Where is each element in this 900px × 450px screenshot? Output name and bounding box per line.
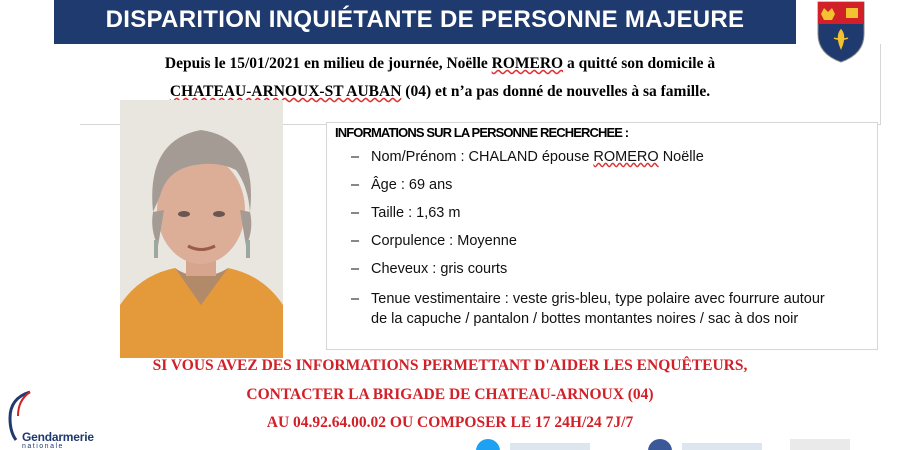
intro-line1-prefix: Depuis le 15/01/2021 en milieu de journée, Noëlle [164, 55, 492, 72]
gendarmerie-logo-subtext: nationale [22, 443, 64, 450]
appeal-text [0, 352, 900, 438]
intro-town: CHATEAU-ARNOUX-ST AUBAN [169, 83, 402, 100]
info-height-text: Taille : 1,63 m [371, 205, 461, 221]
appeal-line2: CONTACTER LA BRIGADE DE CHATEAU-ARNOUX (04) [246, 385, 654, 403]
info-name-prefix: Nom/Prénom : CHALAND épouse [371, 149, 594, 165]
missing-person-photo [120, 100, 283, 358]
info-clothing-line2: de la capuche / pantalon / bottes montantes noires / sac à dos noir [371, 311, 799, 327]
info-item-age: – Âge : 69 ans [351, 177, 453, 193]
intro-line1-suffix: a quitté son domicile à [563, 55, 716, 72]
info-age-text: Âge : 69 ans [371, 177, 453, 193]
info-item-height: – Taille : 1,63 m [351, 205, 461, 221]
info-item-hair: – Cheveux : gris courts [351, 261, 508, 277]
info-panel [326, 122, 878, 350]
info-build-text: Corpulence : Moyenne [371, 233, 517, 249]
info-name-underlined: ROMERO [593, 149, 659, 165]
info-name-suffix: Noëlle [658, 149, 704, 165]
intro-name: ROMERO [491, 55, 564, 72]
info-item-build: – Corpulence : Moyenne [351, 233, 517, 249]
info-heading: INFORMATIONS SUR LA PERSONNE RECHERCHEE : [335, 125, 629, 140]
appeal-line1: SI VOUS AVEZ DES INFORMATIONS PERMETTANT D'AIDER LES ENQUÊTEURS, [152, 357, 748, 374]
page-title-banner: DISPARITION INQUIÉTANTE DE PERSONNE MAJEURE [54, 0, 796, 44]
info-clothing-line1: Tenue vestimentaire : veste gris-bleu, type polaire avec fourrure autour [371, 291, 825, 307]
info-item-name: – Nom/Prénom : CHALAND épouse ROMERO Noëlle [351, 149, 704, 165]
intro-text [80, 50, 800, 106]
intro-line2-suffix: (04) et n’a pas donné de nouvelles à sa famille. [401, 83, 711, 100]
info-item-clothing: – Tenue vestimentaire : veste gris-bleu, type polaire avec fourrure autour de la capuche / pantalon / bottes montantes noires / sac à dos noir [351, 291, 825, 327]
gendarmerie-logo-text: Gendarmerie [22, 430, 94, 444]
info-hair-text: Cheveux : gris courts [371, 261, 508, 277]
social-icons [470, 437, 870, 450]
appeal-line3: AU 04.92.64.00.02 OU COMPOSER LE 17 24H/24 7J/7 [266, 414, 634, 431]
info-list [327, 143, 877, 329]
